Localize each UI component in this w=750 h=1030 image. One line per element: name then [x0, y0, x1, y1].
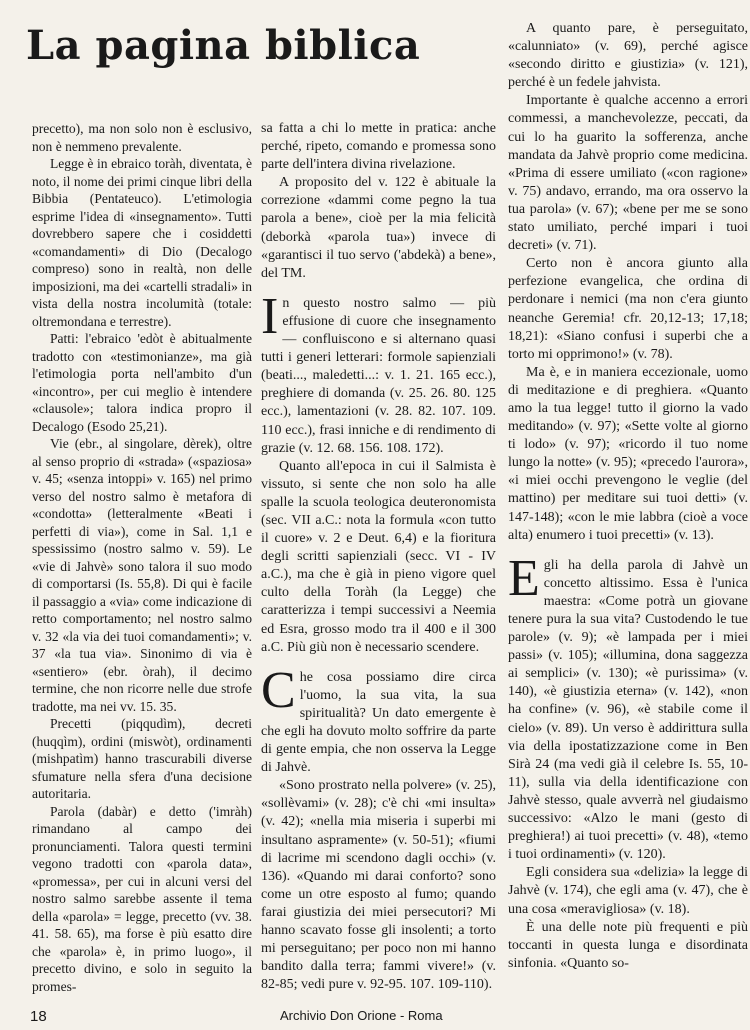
- section-paragraph: [261, 661, 496, 778]
- article-column-left: [32, 120, 252, 995]
- paragraph: Vie (ebr., al singolare, dèrek), oltre al senso proprio di «strada» («spaziosa» v. 45; «senza intoppi» v. 165) nel primo verso del nostro salmo è metafora di «condotta» (letteralmente «Beati i perfetti di via»), come in Sal. 1,1 e spessissimo (nostro salmo v. 59). Le «vie di Jahvè» sono talora il suo modo di comportarsi (Is. 55,8). Di qui è facile il passaggio a «via» come indicazione di retto comportamento; nel nostro salmo v. 32 «la via dei tuoi comandamenti»; v. 37 «la tua via». Sinonimo di via è «sentiero» (ebr. òrah), il decimo termine, che non ricorre nelle due strofe tradotte, ma nei vv. 15. 35.: [32, 436, 252, 714]
- page-title: La pagina biblica: [26, 22, 421, 69]
- drop-cap: C: [261, 661, 296, 719]
- page-number: 18: [30, 1008, 47, 1025]
- paragraph: Precetti (piqqudìm), decreti (huqqìm), ordini (miswòt), ordinamenti (mishpatìm) hanno trascurabili diverse sfumature nella sfera d'una decisione autoritaria.: [32, 716, 252, 801]
- paragraph: Quanto all'epoca in cui il Salmista è vissuto, si sente che non solo ha alle spalle la scuola teologica deuteronomista (sec. VII a.C.: nota la formula «con tutto il cuore» v. 2 e Deut. 6,4) e la fioritura degli scritti sapienziali (secc. VI - IV a.C.), ma che è già in pieno vigore quel culto della Toràh (la Legge) che caratterizza i tempi successivi a Neemia ed Esra, grosso modo tra il 400 e il 300 a.C. Più giù non è necessario scendere.: [261, 458, 496, 655]
- paragraph: A quanto pare, è perseguitato, «calunniato» (v. 69), perché agisce «secondo diritto e giustizia» (v. 121), perché è un fedele jahvista.: [508, 21, 748, 91]
- drop-cap: I: [261, 287, 279, 345]
- drop-cap: E: [508, 549, 540, 607]
- paragraph-text: n questo nostro salmo — più effusione di cuore che insegnamento — confluiscono e si alternano quasi tutti i generi letterari: formole sapienziali (beati..., maledetti...: v. 1. 21. 165 ecc.), preghiere di domanda (v. 25. 26. 80. 125 ecc.), lamentazioni (v. 28. 82. 107. 109. 110 ecc.), frasi inniche e di rendimento di grazie (v. 12. 68. 156. 108. 172).: [261, 295, 496, 456]
- article-column-right: [508, 20, 748, 973]
- paragraph: Patti: l'ebraico 'edòt è abitualmente tradotto con «testimonianze», ma già l'etimologia porta nell'ambito d'un «incontro», per cui meglio è intendere «clausole»; talora indica propro il Decalogo (Esodo 25,21).: [32, 331, 252, 434]
- paragraph: Parola (dabàr) e detto ('imràh) rimandano al campo dei pronunciamenti. Talora questi termini vegono tradotti con «parola data», «promessa», per cui in alcuni versi del nostro salmo sarebbe assente il tema della «parola» = legge, precetto (vv. 38. 41. 58. 65), ma forse è più esatto dire che «parola» è, in primo luogo», il precetto divino, e solo in seguito la promes-: [32, 803, 252, 994]
- paragraph: Ma è, e in maniera eccezionale, uomo di meditazione e di preghiera. «Quanto amo la tua legge! tutto il giorno la vado meditando» (v. 97); «Sette volte al giorno ti lodo» (v. 97); «ricordo il tuo nome lungo la notte» (v. 95); «precedo l'aurora», «i miei occhi prevengono le veglie (del mattino) per meditare sui tuoi detti» (v. 147-148); «con le mie labbra (cioè a voce alta) enumero i tuoi precetti» (v. 13).: [508, 364, 748, 543]
- paragraph-text: gli ha della parola di Jahvè un concetto altissimo. Essa è l'unica maestra: «Come potrà un giovane tenere pura la sua vita? Custodendo le tue parole» (v. 9); «è lampada per i miei passi» (v. 105); «illumina, dona saggezza ai semplici» (v. 130); «è purissima» (v. 140), «è giustizia eterna» (v. 142), «non ha confine» (v. 96), «è stabile come il cielo» (v. 89). Un verso è addirittura sulla via della ipostatizzazione come in Ben Sirà 24 (ma vedi già il celebre Is. 55, 10-11), sulla via della identificazione con Jahvè stesso, quale avverrà nel giudaismo successivo: «Alzo le mani (gesto di preghiera!) ai tuoi precetti» (v. 48), «temo i tuoi ordinamenti» (v. 120).: [508, 557, 748, 863]
- paragraph: «Sono prostrato nella polvere» (v. 25), «sollèvami» (v. 28); c'è chi «mi insulta» (v. 42); «nella mia miseria i superbi mi insultano aspramente» (v. 50-51); «fiumi di lacrime mi scendono dagli occhi» (v. 136). «Quando mi darai conforto? sono come un otre esposto al fumo; quando farai giustizia dei miei persecutori? Mi hanno scavato fosse gli insolenti; a torto mi perseguitano; per poco non mi hanno bandito dalla terra; fammi vivere!» (v. 82-85; vedi pure v. 92-95. 107. 109-110).: [261, 778, 496, 993]
- section-paragraph: [508, 549, 748, 865]
- paragraph: precetto), ma non solo non è esclusivo, non è nemmeno prevalente.: [32, 121, 252, 154]
- paragraph: Egli considera sua «delizia» la legge di Jahvè (v. 174), che egli ama (v. 47), che è una cosa «meravigliosa» (v. 18).: [508, 865, 748, 917]
- section-paragraph: [261, 287, 496, 458]
- paragraph: A proposito del v. 122 è abituale la correzione «dammi come pegno la tua parola a bene», cioè per la mia felicità (deborkà «parola tua») invece di «garantisci il tuo servo ('abdekà) a bene», del TM.: [261, 175, 496, 281]
- paragraph-text: he cosa possiamo dire circa l'uomo, la sua vita, la sua spiritualità? Un dato emergente è che egli ha dovuto molto soffrire da parte di gente empia, che non osserva la Legge di Jahvè.: [261, 669, 496, 776]
- article-column-middle: [261, 120, 496, 994]
- paragraph: sa fatta a chi lo mette in pratica: anche perché, ripeto, comando e promessa sono parte dell'intera divina rivelazione.: [261, 121, 496, 173]
- paragraph: Legge è in ebraico toràh, diventata, è noto, il nome dei primi cinque libri della Bibbia (Pentateuco). L'etimologia esprime l'idea di «insegnamento». Tutti dovrebbero sapere che i cosiddetti «comandamenti» di Dio (Decalogo compreso) sono in realtà, non delle imposizioni, ma dei «cartelli stradali» in vista della nostra incolumità (totale: oltremondana e terrestre).: [32, 156, 252, 329]
- paragraph: È una delle note più frequenti e più toccanti in questa lunga e disordinata sinfonia. «Quanto so-: [508, 919, 748, 971]
- paragraph: Certo non è ancora giunto alla perfezione evangelica, che ordina di perdonare i nemici (ma non c'era giunto neanche Geremia! cfr. 20,12-13; 17,18; 18,21): «Siano confusi i superbi che a torto mi opprimono!» (v. 78).: [508, 256, 748, 362]
- paragraph: Importante è qualche accenno a errori commessi, a manchevolezze, peccati, da cui lo ha guarito la sofferenza, anche mandata da Jahvè proprio come medicina. «Prima di essere umiliato («con ragione» v. 75) andavo, errando, ma ora osservo la tua parola» (v. 67); «bene per me se sono stato umiliato, perché impari i tuoi decreti» (v. 71).: [508, 93, 748, 254]
- archive-credit: Archivio Don Orione - Roma: [280, 1008, 443, 1023]
